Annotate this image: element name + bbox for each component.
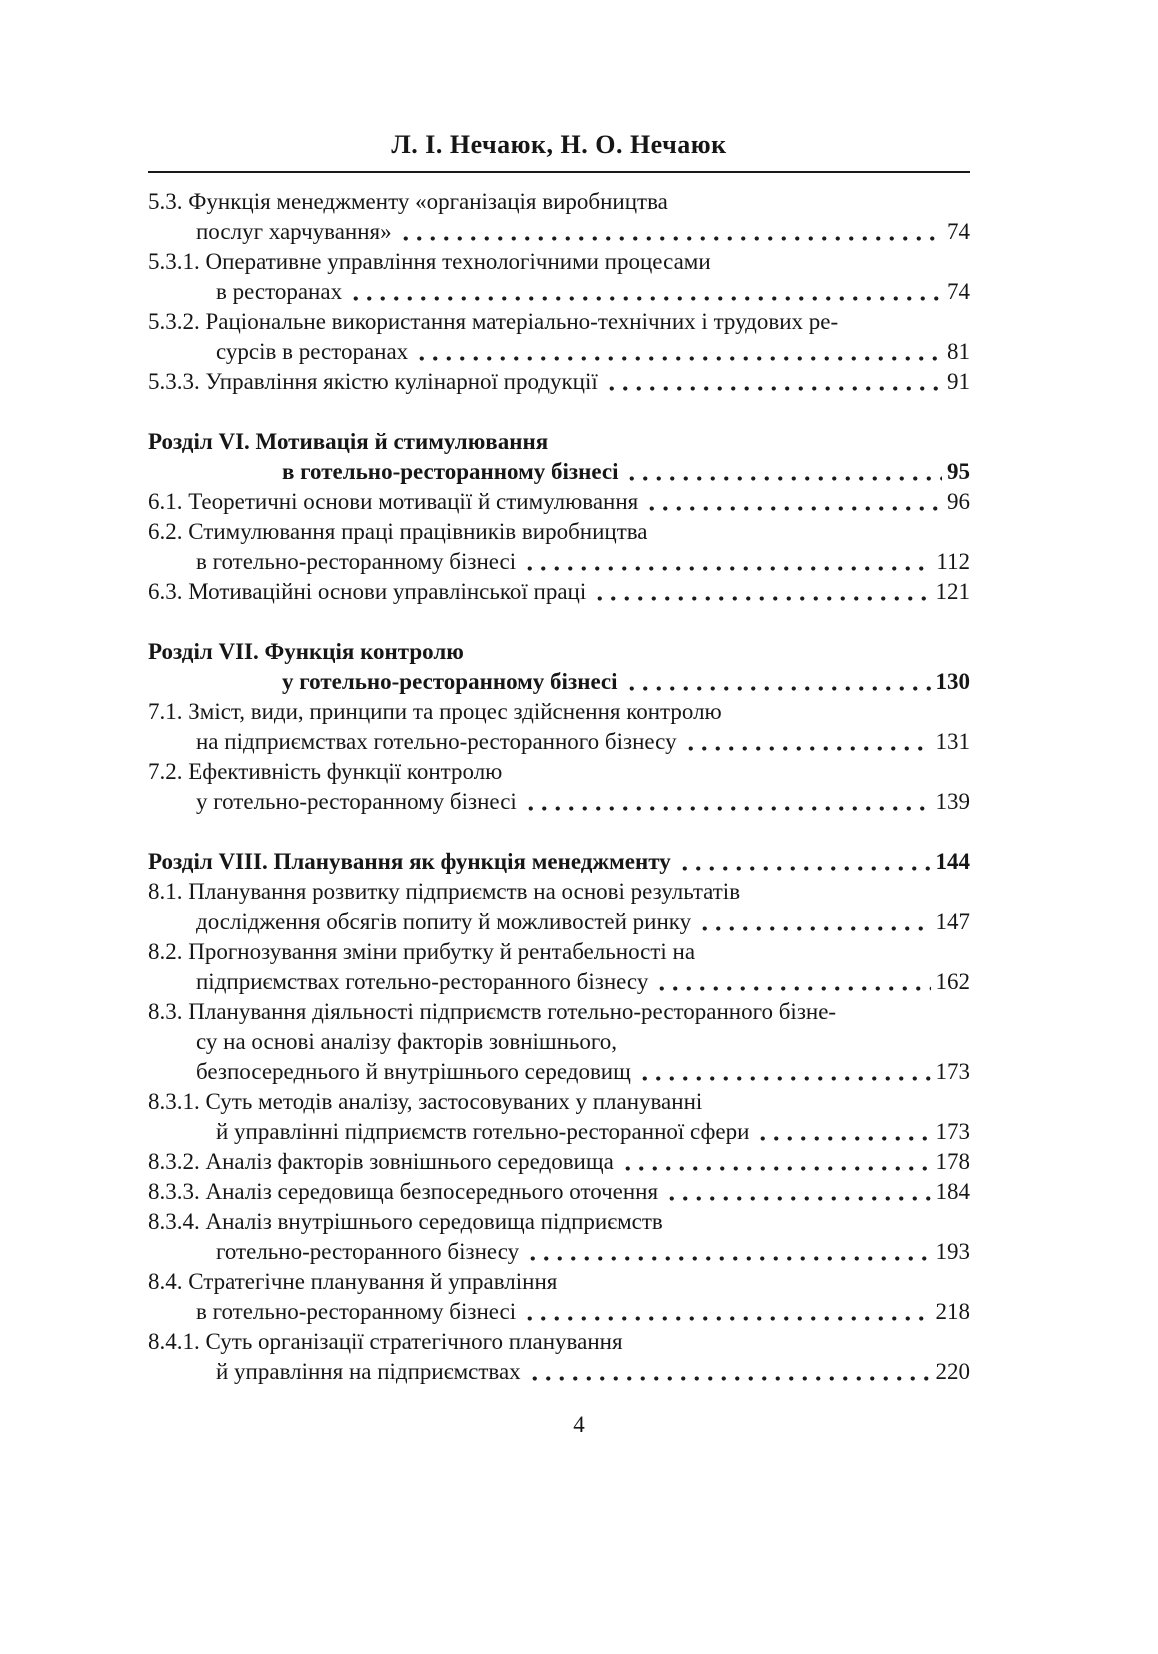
toc-line-text: дослідження обсягів попиту й можливостей ринку	[196, 909, 692, 934]
dot-leader	[605, 367, 942, 397]
toc-entry	[148, 1087, 970, 1147]
dot-leader	[638, 1057, 931, 1087]
toc-line	[148, 1027, 970, 1057]
toc-line	[148, 1357, 970, 1387]
toc-line-text: су на основі аналізу факторів зовнішнього,	[196, 1029, 618, 1054]
toc-entry	[148, 997, 970, 1087]
toc-line	[148, 307, 970, 337]
toc-line	[148, 967, 970, 997]
toc-entry	[148, 307, 970, 367]
toc-line-text: 8.3.1. Суть методів аналізу, застосовуваних у плануванні	[148, 1089, 703, 1114]
dot-leader	[698, 907, 930, 937]
toc-line-text: 8.3.4. Аналіз внутрішнього середовища підприємств	[148, 1209, 663, 1234]
toc-page-number: 218	[935, 1299, 970, 1324]
dot-leader	[684, 727, 931, 757]
toc-line	[148, 487, 970, 517]
toc-page-number: 130	[935, 669, 970, 694]
toc-line	[148, 427, 970, 457]
toc-line-text: 8.2. Прогнозування зміни прибутку й рентабельності на	[148, 939, 696, 964]
page-number-footer: 4	[573, 1412, 585, 1437]
toc-line	[148, 667, 970, 697]
toc-line-text: в ресторанах	[216, 279, 343, 304]
toc-line-text: 8.4. Стратегічне планування й управління	[148, 1269, 558, 1294]
toc-line-text: на підприємствах готельно-ресторанного бізнесу	[196, 729, 677, 754]
toc-line-text: 6.3. Мотиваційні основи управлінської праці	[148, 579, 587, 604]
toc-entry	[148, 697, 970, 757]
toc-page-number: 96	[947, 489, 970, 514]
dot-leader	[621, 1147, 931, 1177]
toc-line-text: 8.3.2. Аналіз факторів зовнішнього середовища	[148, 1149, 614, 1174]
toc-entry	[148, 1327, 970, 1387]
toc-line-text: 7.1. Зміст, види, принципи та процес здійснення контролю	[148, 699, 722, 724]
toc-page-number: 74	[947, 219, 970, 244]
toc-entry	[148, 757, 970, 817]
toc-line	[148, 937, 970, 967]
toc-page-number: 147	[935, 909, 970, 934]
toc-line	[148, 637, 970, 667]
toc-line	[148, 1237, 970, 1267]
toc-line	[148, 1177, 970, 1207]
toc-line	[148, 997, 970, 1027]
toc-page-number: 91	[947, 369, 970, 394]
toc-chapter-entry	[148, 847, 970, 877]
toc-entry	[148, 877, 970, 937]
toc-line	[148, 1147, 970, 1177]
toc-line-text: підприємствах готельно-ресторанного бізнесу	[196, 969, 649, 994]
toc-line-text: в готельно-ресторанному бізнесі	[196, 549, 517, 574]
toc-entry	[148, 577, 970, 607]
toc	[148, 187, 970, 1387]
dot-leader	[655, 967, 930, 997]
toc-line	[148, 1297, 970, 1327]
toc-chapter-entry	[148, 637, 970, 697]
toc-line-text: 5.3. Функція менеджменту «організація виробництва	[148, 189, 668, 214]
toc-line	[148, 187, 970, 217]
toc-page-number: 139	[935, 789, 970, 814]
toc-page-number: 220	[935, 1359, 970, 1384]
toc-line-text: Розділ VII. Функція контролю	[148, 639, 464, 664]
toc-line	[148, 457, 970, 487]
toc-line-text: сурсів в ресторанах	[216, 339, 409, 364]
toc-line-text: у готельно-ресторанному бізнесі	[196, 789, 517, 814]
toc-line-text: в готельно-ресторанному бізнесі	[196, 1299, 517, 1324]
toc-entry	[148, 187, 970, 247]
toc-line	[148, 1087, 970, 1117]
dot-leader	[415, 337, 942, 367]
dot-leader	[523, 547, 931, 577]
toc-entry	[148, 517, 970, 577]
toc-line	[148, 247, 970, 277]
dot-leader	[678, 847, 931, 877]
toc-line	[148, 367, 970, 397]
toc-line	[148, 907, 970, 937]
toc-line-text: безпосереднього й внутрішнього середовищ	[196, 1059, 631, 1084]
toc-line-text: й управління на підприємствах	[216, 1359, 521, 1384]
toc-page-number: 173	[935, 1119, 970, 1144]
toc-entry	[148, 937, 970, 997]
dot-leader	[625, 457, 942, 487]
toc-line-text: в готельно-ресторанному бізнесі	[282, 459, 619, 484]
toc-line-text: 5.3.1. Оперативне управління технологічними процесами	[148, 249, 711, 274]
toc-entry	[148, 487, 970, 517]
toc-line-text: Розділ VIII. Планування як функція менеджменту	[148, 849, 671, 874]
toc-line	[148, 517, 970, 547]
toc-line-text: готельно-ресторанного бізнесу	[216, 1239, 520, 1264]
toc-line	[148, 1267, 970, 1297]
toc-line	[148, 787, 970, 817]
toc-line	[148, 337, 970, 367]
toc-line-text: послуг харчування»	[196, 219, 392, 244]
toc-entry	[148, 1177, 970, 1207]
toc-page-number: 178	[935, 1149, 970, 1174]
toc-line-text: 8.3. Планування діяльності підприємств готельно-ресторанного бізне-	[148, 999, 837, 1024]
toc-entry	[148, 367, 970, 397]
toc-page-number: 162	[935, 969, 970, 994]
toc-line-text: 7.2. Ефективність функції контролю	[148, 759, 503, 784]
dot-leader	[524, 787, 931, 817]
dot-leader	[528, 1357, 931, 1387]
toc-line	[148, 1057, 970, 1087]
dot-leader	[665, 1177, 930, 1207]
toc-chapter-entry	[148, 427, 970, 487]
dot-leader	[593, 577, 930, 607]
dot-leader	[349, 277, 942, 307]
toc-line-text: 6.2. Стимулювання праці працівників виробництва	[148, 519, 648, 544]
toc-line	[148, 577, 970, 607]
toc-page-number: 74	[947, 279, 970, 304]
toc-line-text: 8.3.3. Аналіз середовища безпосереднього оточення	[148, 1179, 659, 1204]
toc-line	[148, 847, 970, 877]
toc-line-text: й управлінні підприємств готельно-ресторанної сфери	[216, 1119, 750, 1144]
author-header: Л. І. Нечаюк, Н. О. Нечаюк	[391, 130, 727, 159]
toc-page-number: 112	[936, 549, 970, 574]
dot-leader	[756, 1117, 930, 1147]
toc-page-number: 121	[935, 579, 970, 604]
toc-line	[148, 547, 970, 577]
dot-leader	[625, 667, 931, 697]
toc-line	[148, 697, 970, 727]
toc-entry	[148, 1147, 970, 1177]
toc-line	[148, 217, 970, 247]
dot-leader	[523, 1297, 930, 1327]
toc-entry	[148, 1267, 970, 1327]
toc-line	[148, 877, 970, 907]
toc-entry	[148, 1207, 970, 1267]
toc-line-text: 5.3.3. Управління якістю кулінарної продукції	[148, 369, 598, 394]
toc-entry	[148, 247, 970, 307]
toc-line-text: 8.1. Планування розвитку підприємств на основі результатів	[148, 879, 741, 904]
toc-page-number: 184	[935, 1179, 970, 1204]
dot-leader	[526, 1237, 930, 1267]
toc-line-text: 5.3.2. Раціональне використання матеріально-технічних і трудових ре-	[148, 309, 839, 334]
header-rule	[148, 171, 970, 173]
toc-line	[148, 1327, 970, 1357]
toc-line	[148, 1117, 970, 1147]
toc-line-text: Розділ VI. Мотивація й стимулювання	[148, 429, 549, 454]
page-content	[148, 130, 970, 1387]
toc-page-number: 193	[935, 1239, 970, 1264]
toc-page-number: 95	[947, 459, 970, 484]
toc-line	[148, 277, 970, 307]
toc-line	[148, 757, 970, 787]
toc-line	[148, 727, 970, 757]
toc-line-text: 8.4.1. Суть організації стратегічного планування	[148, 1329, 623, 1354]
toc-page-number: 131	[935, 729, 970, 754]
toc-page-number: 173	[935, 1059, 970, 1084]
toc-line-text: у готельно-ресторанному бізнесі	[282, 669, 618, 694]
toc-page-number: 81	[947, 339, 970, 364]
dot-leader	[399, 217, 942, 247]
toc-page-number: 144	[935, 849, 970, 874]
toc-line-text: 6.1. Теоретичні основи мотивації й стимулювання	[148, 489, 639, 514]
toc-line	[148, 1207, 970, 1237]
dot-leader	[645, 487, 942, 517]
